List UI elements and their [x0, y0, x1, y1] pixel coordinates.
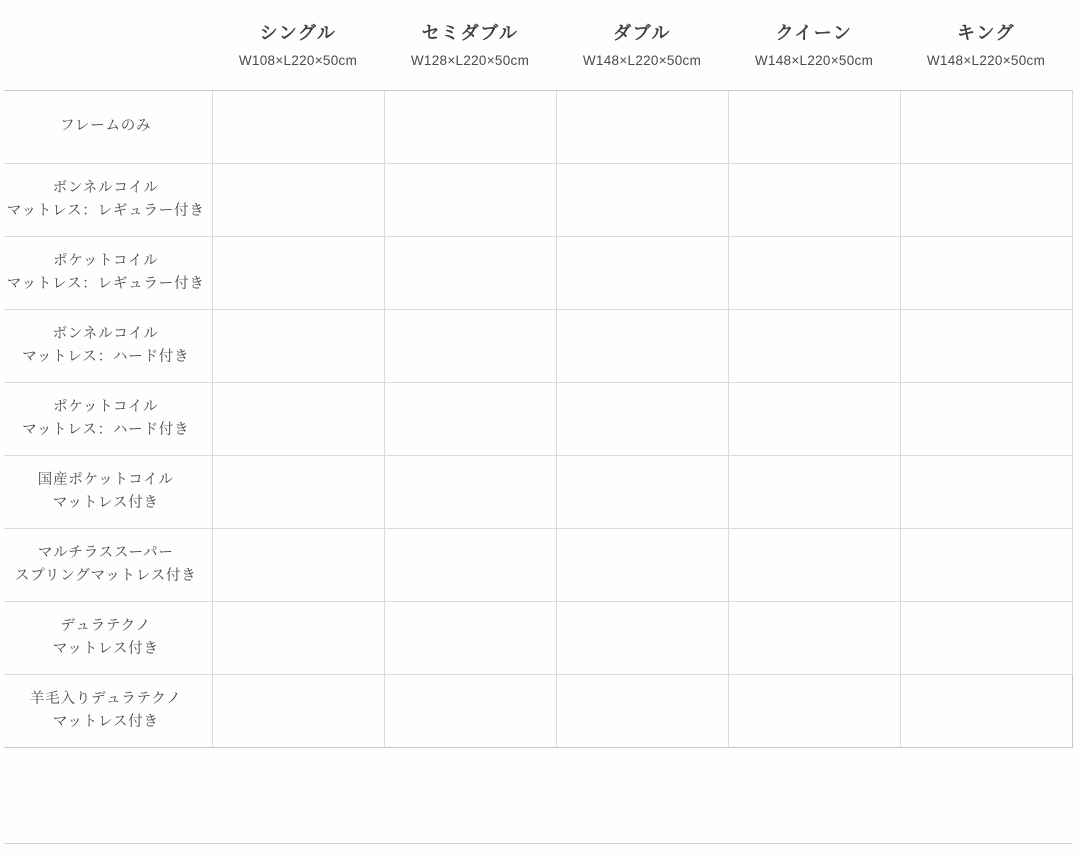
row-label — [4, 675, 212, 748]
table-header — [4, 0, 1072, 91]
row-label-line: フレームのみ — [60, 118, 152, 135]
column-header-dimensions: W108×L220×50cm — [238, 52, 358, 68]
table-cell — [728, 602, 900, 675]
row-label — [4, 529, 212, 602]
row-label-line: ポケットコイル — [53, 252, 159, 269]
column-header-name: セミダブル — [421, 22, 519, 43]
table-cell — [900, 529, 1072, 602]
table-cell — [212, 675, 384, 748]
row-label-line: ポケットコイル — [53, 398, 159, 415]
row-label-line: マットレス付き — [52, 641, 159, 657]
table-body — [4, 91, 1072, 748]
table-cell — [556, 310, 728, 383]
table-cell — [384, 310, 556, 383]
row-label — [4, 310, 212, 383]
column-header-single — [212, 0, 384, 91]
table-row — [4, 164, 1072, 237]
table-cell — [728, 675, 900, 748]
table-cell — [384, 675, 556, 748]
row-label-line: マットレス付き — [52, 495, 159, 511]
table-cell — [728, 164, 900, 237]
header-row — [4, 0, 1072, 91]
table-cell — [556, 237, 728, 310]
row-label-line: 国産ポケットコイル — [37, 471, 174, 488]
row-label-line: マットレス：ハード付き — [22, 422, 190, 438]
table-cell — [556, 529, 728, 602]
table-cell — [728, 310, 900, 383]
table-row — [4, 675, 1072, 748]
table-cell — [384, 456, 556, 529]
table-cell — [212, 91, 384, 164]
table-cell — [384, 91, 556, 164]
column-header-dimensions: W148×L220×50cm — [926, 52, 1046, 68]
table-cell — [556, 675, 728, 748]
table-row — [4, 91, 1072, 164]
row-label-line: マットレス：ハード付き — [22, 349, 190, 365]
row-label — [4, 237, 212, 310]
column-header-dimensions: W128×L220×50cm — [410, 52, 530, 68]
table-cell — [728, 91, 900, 164]
table-cell — [728, 529, 900, 602]
row-label — [4, 456, 212, 529]
table-cell — [900, 675, 1072, 748]
table-cell — [556, 91, 728, 164]
column-header-dimensions: W148×L220×50cm — [754, 52, 874, 68]
column-header-semi-double — [384, 0, 556, 91]
column-header-name: ダブル — [613, 22, 671, 43]
column-header-name: クイーン — [775, 22, 853, 43]
table-corner-cell — [4, 0, 212, 91]
table-row — [4, 310, 1072, 383]
table-cell — [212, 456, 384, 529]
table-cell — [556, 383, 728, 456]
column-header-double — [556, 0, 728, 91]
column-header-dimensions: W148×L220×50cm — [582, 52, 702, 68]
table-cell — [900, 237, 1072, 310]
row-label — [4, 383, 212, 456]
column-header-king — [900, 0, 1072, 91]
table-row — [4, 383, 1072, 456]
table-row — [4, 237, 1072, 310]
row-label-line: マットレス：レギュラー付き — [6, 203, 205, 219]
size-price-table — [4, 0, 1073, 748]
row-label-line: ボンネルコイル — [52, 325, 159, 342]
row-label-line: 羊毛入りデュラテクノ — [29, 690, 182, 707]
column-header-queen — [728, 0, 900, 91]
row-label-line: マルチラススーパー — [37, 544, 174, 561]
table-cell — [900, 383, 1072, 456]
table-cell — [728, 383, 900, 456]
table-cell — [900, 91, 1072, 164]
table-cell — [384, 383, 556, 456]
table-cell — [900, 164, 1072, 237]
table-cell — [900, 602, 1072, 675]
table-cell — [384, 237, 556, 310]
table-cell — [900, 310, 1072, 383]
table-cell — [212, 529, 384, 602]
row-label — [4, 91, 212, 164]
table-cell — [384, 164, 556, 237]
table-cell — [212, 602, 384, 675]
row-label-line: ボンネルコイル — [52, 179, 159, 196]
bottom-divider — [4, 843, 1072, 844]
row-label-line: デュラテクノ — [60, 617, 151, 634]
column-header-name: キング — [957, 22, 1015, 43]
column-header-name: シングル — [259, 22, 337, 43]
table-cell — [212, 164, 384, 237]
row-label — [4, 602, 212, 675]
table-row — [4, 529, 1072, 602]
table-row — [4, 456, 1072, 529]
row-label-line: マットレス：レギュラー付き — [6, 276, 205, 292]
table-cell — [556, 456, 728, 529]
row-label-line: マットレス付き — [52, 714, 159, 730]
table-cell — [728, 237, 900, 310]
table-cell — [728, 456, 900, 529]
table-cell — [384, 529, 556, 602]
table-row — [4, 602, 1072, 675]
table-cell — [900, 456, 1072, 529]
row-label-line: スプリングマットレス付き — [14, 568, 197, 584]
table-cell — [212, 310, 384, 383]
table-cell — [556, 164, 728, 237]
table-cell — [212, 383, 384, 456]
table-cell — [384, 602, 556, 675]
row-label — [4, 164, 212, 237]
table-cell — [556, 602, 728, 675]
table-cell — [212, 237, 384, 310]
